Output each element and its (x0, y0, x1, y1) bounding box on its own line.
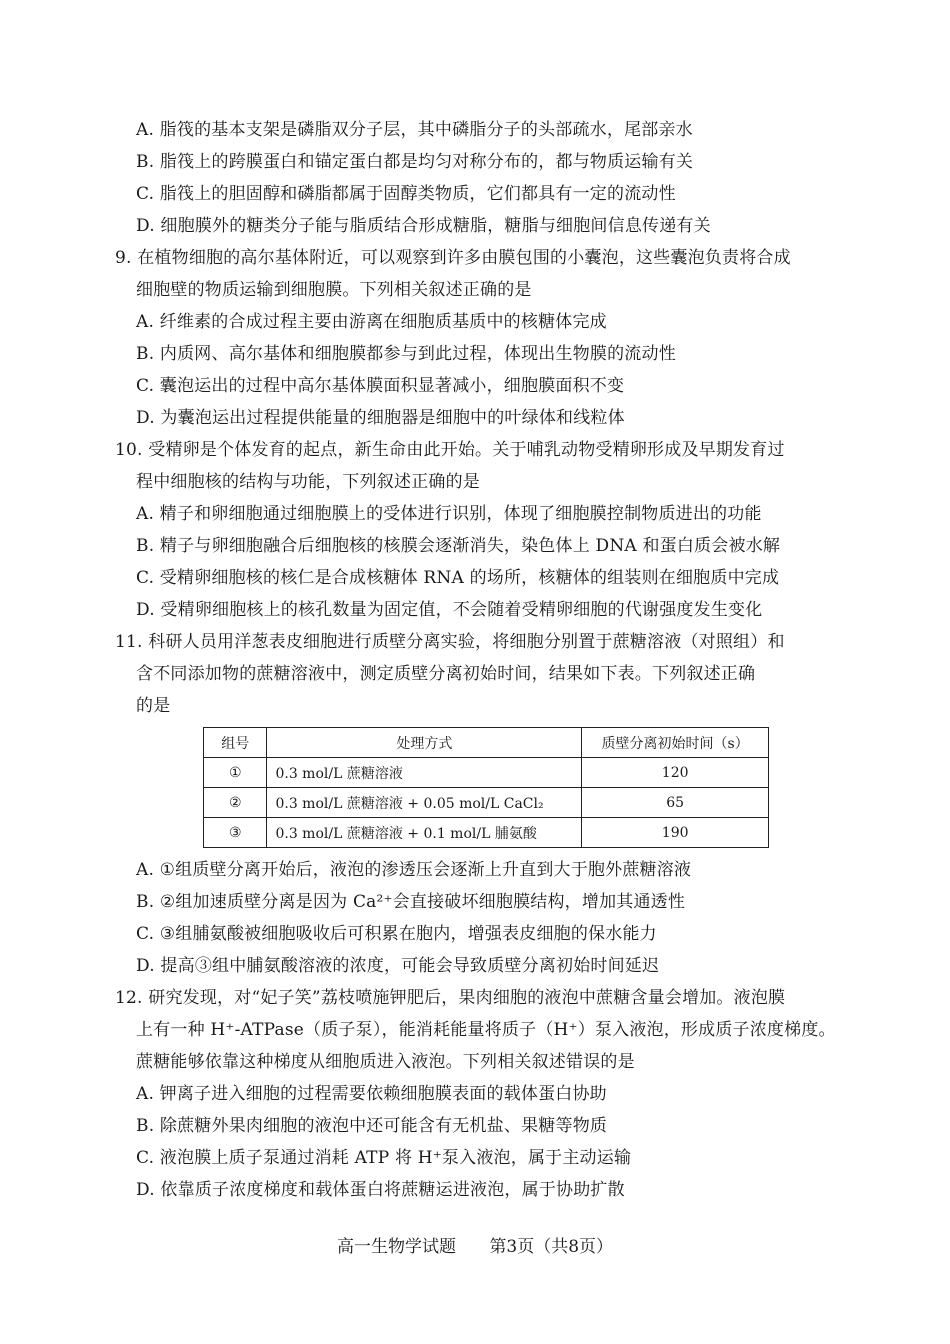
table-cell-time: 190 (582, 818, 769, 848)
q9-option-b: B. 内质网、高尔基体和细胞膜都参与到此过程，体现出生物膜的流动性 (136, 344, 676, 364)
footer-title: 高一生物学试题 (336, 1237, 456, 1257)
q8-option-b: B. 脂筏上的跨膜蛋白和锚定蛋白都是均匀对称分布的，都与物质运输有关 (136, 152, 694, 172)
q12-option-c: C. 液泡膜上质子泵通过消耗 ATP 将 H⁺泵入液泡，属于主动运输 (136, 1148, 632, 1168)
table-cell-treatment: 0.3 mol/L 蔗糖溶液 + 0.1 mol/L 脯氨酸 (267, 818, 582, 848)
q12-option-b: B. 除蔗糖外果肉细胞的液泡中还可能含有无机盐、果糖等物质 (136, 1116, 608, 1136)
q10-stem-line-2: 程中细胞核的结构与功能，下列叙述正确的是 (136, 472, 480, 492)
q10-stem-line-1: 10. 受精卵是个体发育的起点，新生命由此开始。关于哺乳动物受精卵形成及早期发育过 (115, 440, 785, 460)
table-header-treatment: 处理方式 (267, 728, 582, 758)
q9-stem-line-1: 9. 在植物细胞的高尔基体附近，可以观察到许多由膜包围的小囊泡，这些囊泡负责将合成 (115, 248, 791, 268)
table-row (204, 758, 769, 788)
q8-option-a: A. 脂筏的基本支架是磷脂双分子层，其中磷脂分子的头部疏水，尾部亲水 (136, 120, 693, 140)
q12-stem-line-3: 蔗糖能够依靠这种梯度从细胞质进入液泡。下列相关叙述错误的是 (136, 1052, 635, 1072)
q10-option-a: A. 精子和卵细胞通过细胞膜上的受体进行识别，体现了细胞膜控制物质进出的功能 (136, 504, 762, 524)
footer-page-number: 第3页（共8页） (489, 1237, 614, 1257)
table-header-row (204, 728, 769, 758)
q12-stem-line-1: 12. 研究发现，对“妃子笑”荔枝喷施钾肥后，果肉细胞的液泡中蔗糖含量会增加。液泡膜 (115, 988, 786, 1008)
q11-option-d: D. 提高③组中脯氨酸溶液的浓度，可能会导致质壁分离初始时间延迟 (136, 956, 660, 976)
table-cell-group: ③ (204, 818, 267, 848)
q12-option-d: D. 依靠质子浓度梯度和载体蛋白将蔗糖运进液泡，属于协助扩散 (136, 1180, 625, 1200)
q11-option-c: C. ③组脯氨酸被细胞吸收后可积累在胞内，增强表皮细胞的保水能力 (136, 924, 657, 944)
table-cell-time: 120 (582, 758, 769, 788)
table-header-time: 质壁分离初始时间（s） (582, 728, 769, 758)
table-cell-group: ① (204, 758, 267, 788)
table-cell-treatment: 0.3 mol/L 蔗糖溶液 (267, 758, 582, 788)
q12-stem-line-2: 上有一种 H⁺-ATPase（质子泵），能消耗能量将质子（H⁺）泵入液泡，形成质子浓度梯度。 (136, 1020, 836, 1040)
q11-stem-line-3: 的是 (136, 696, 171, 716)
q10-option-c: C. 受精卵细胞核的核仁是合成核糖体 RNA 的场所，核糖体的组装则在细胞质中完成 (136, 568, 780, 588)
q11-option-a: A. ①组质壁分离开始后，液泡的渗透压会逐渐上升直到大于胞外蔗糖溶液 (136, 860, 692, 880)
q11-stem-line-2: 含不同添加物的蔗糖溶液中，测定质壁分离初始时间，结果如下表。下列叙述正确 (136, 664, 756, 684)
q9-stem-line-2: 细胞壁的物质运输到细胞膜。下列相关叙述正确的是 (136, 280, 532, 300)
q9-option-d: D. 为囊泡运出过程提供能量的细胞器是细胞中的叶绿体和线粒体 (136, 408, 625, 428)
table-row (204, 788, 769, 818)
table-row (204, 818, 769, 848)
q8-option-c: C. 脂筏上的胆固醇和磷脂都属于固醇类物质，它们都具有一定的流动性 (136, 184, 676, 204)
table-cell-group: ② (204, 788, 267, 818)
q9-option-a: A. 纤维素的合成过程主要由游离在细胞质基质中的核糖体完成 (136, 312, 607, 332)
table-header-group: 组号 (204, 728, 267, 758)
q11-stem-line-1: 11. 科研人员用洋葱表皮细胞进行质壁分离实验，将细胞分别置于蔗糖溶液（对照组）和 (115, 632, 785, 652)
q11-results-table (203, 727, 769, 848)
q11-option-b: B. ②组加速质壁分离是因为 Ca²⁺会直接破坏细胞膜结构，增加其通透性 (136, 892, 686, 912)
q10-option-d: D. 受精卵细胞核上的核孔数量为固定值，不会随着受精卵细胞的代谢强度发生变化 (136, 600, 763, 620)
table-cell-time: 65 (582, 788, 769, 818)
q9-option-c: C. 囊泡运出的过程中高尔基体膜面积显著减小，细胞膜面积不变 (136, 376, 625, 396)
q8-option-d: D. 细胞膜外的糖类分子能与脂质结合形成糖脂，糖脂与细胞间信息传递有关 (136, 216, 711, 236)
q12-option-a: A. 钾离子进入细胞的过程需要依赖细胞膜表面的载体蛋白协助 (136, 1084, 607, 1104)
page-footer (0, 1235, 950, 1259)
q10-option-b: B. 精子与卵细胞融合后细胞核的核膜会逐渐消失，染色体上 DNA 和蛋白质会被水解 (136, 536, 781, 556)
table-cell-treatment: 0.3 mol/L 蔗糖溶液 + 0.05 mol/L CaCl₂ (267, 788, 582, 818)
